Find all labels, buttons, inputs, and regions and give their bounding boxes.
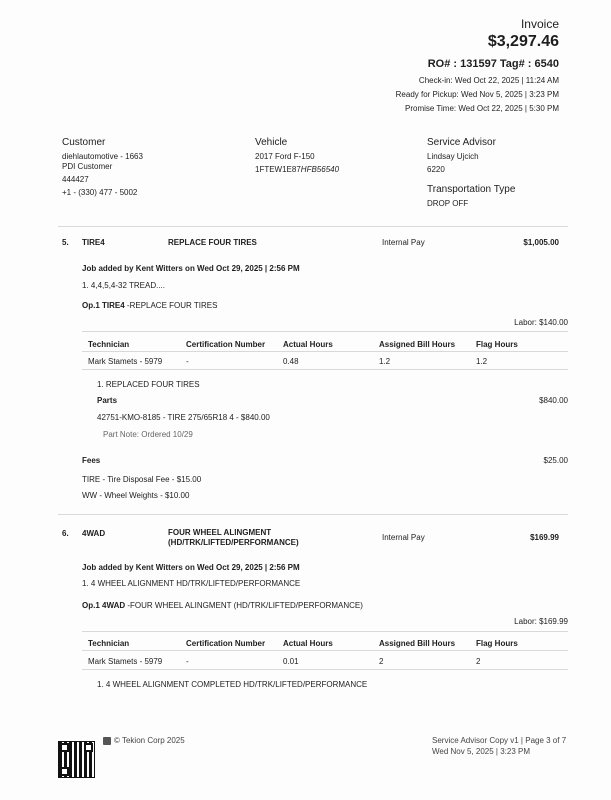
tekion-logo-icon xyxy=(103,737,111,745)
transport-type: DROP OFF xyxy=(427,199,469,208)
divider xyxy=(82,369,568,370)
job6-op-desc: -FOUR WHEEL ALINGMENT (HD/TRK/LIFTED/PERFORMANCE) xyxy=(125,601,363,610)
advisor-name: Lindsay Ujcich xyxy=(427,152,479,161)
divider xyxy=(82,631,568,632)
tech-bill-hours: 2 xyxy=(379,657,384,666)
tech-flag-hours: 2 xyxy=(476,657,481,666)
tech-header-technician: Technician xyxy=(88,340,130,349)
part-note: Part Note: Ordered 10/29 xyxy=(103,430,193,439)
job6-concern: 1. 4 WHEEL ALIGNMENT HD/TRK/LIFTED/PERFORMANCE xyxy=(82,579,301,588)
tech-header-cert: Certification Number xyxy=(186,340,266,349)
vin-suffix: HFB56540 xyxy=(300,165,340,174)
checkin-time: Check-in: Wed Oct 22, 2025 | 11:24 AM xyxy=(418,76,559,85)
job6-operation xyxy=(82,601,363,610)
fee-line: WW - Wheel Weights - $10.00 xyxy=(82,491,190,500)
vehicle-vin xyxy=(255,165,339,174)
divider xyxy=(82,650,568,651)
tech-header-cert: Certification Number xyxy=(186,639,266,648)
tech-header-technician: Technician xyxy=(88,639,130,648)
job6-added-by: Job added by Kent Witters on Wed Oct 29, 2025 | 2:56 PM xyxy=(82,563,300,572)
divider xyxy=(82,351,568,352)
part-line: 42751-KMO-8185 - TIRE 275/65R18 4 - $840.00 xyxy=(97,413,270,422)
divider xyxy=(58,226,568,227)
customer-heading: Customer xyxy=(62,137,106,148)
job5-op-desc: -REPLACE FOUR TIRES xyxy=(124,301,218,310)
fee-line: TIRE - Tire Disposal Fee - $15.00 xyxy=(82,475,202,484)
job5-pay-type: Internal Pay xyxy=(382,238,425,247)
vehicle-model: 2017 Ford F-150 xyxy=(255,152,315,161)
job5-code: TIRE4 xyxy=(82,238,105,247)
transport-heading: Transportation Type xyxy=(427,184,516,195)
parts-total: $840.00 xyxy=(539,396,568,405)
tech-name: Mark Stamets - 5979 xyxy=(88,657,163,666)
tech-header-flag: Flag Hours xyxy=(476,639,518,648)
tech-flag-hours: 1.2 xyxy=(476,357,488,366)
tech-header-actual: Actual Hours xyxy=(283,340,333,349)
divider xyxy=(58,514,568,515)
invoice-total: $3,297.46 xyxy=(487,33,559,50)
job5-description: REPLACE FOUR TIRES xyxy=(168,238,257,247)
job5-concern: 1. 4,4,5,4-32 TREAD.... xyxy=(82,281,166,290)
qr-finder xyxy=(84,743,93,752)
vin-prefix: 1FTEW1E87 xyxy=(255,165,301,174)
job5-number: 5. xyxy=(62,238,69,247)
tech-cert: - xyxy=(186,357,189,366)
qr-finder xyxy=(60,743,69,752)
copy-page-info: Service Advisor Copy v1 | Page 3 of 7 xyxy=(432,736,567,745)
tech-header-actual: Actual Hours xyxy=(283,639,333,648)
tech-header-flag: Flag Hours xyxy=(476,340,518,349)
invoice-title: Invoice xyxy=(520,17,559,31)
tech-actual-hours: 0.48 xyxy=(283,357,299,366)
vehicle-heading: Vehicle xyxy=(255,137,288,148)
tech-actual-hours: 0.01 xyxy=(283,657,299,666)
tech-name: Mark Stamets - 5979 xyxy=(88,357,163,366)
divider xyxy=(82,331,568,332)
tech-cert: - xyxy=(186,657,189,666)
advisor-id: 6220 xyxy=(427,165,445,174)
customer-phone: +1 - (330) 477 - 5002 xyxy=(62,188,138,197)
job5-op-code: Op.1 TIRE4 xyxy=(82,301,125,310)
tech-bill-hours: 1.2 xyxy=(379,357,391,366)
divider xyxy=(82,669,568,670)
tech-header-assigned: Assigned Bill Hours xyxy=(379,639,456,648)
parts-heading: Parts xyxy=(97,396,118,405)
qr-code xyxy=(58,741,95,778)
job5-operation xyxy=(82,301,217,310)
job6-op-code: Op.1 4WAD xyxy=(82,601,126,610)
job5-amount: $1,005.00 xyxy=(523,238,559,247)
job6-description-line2: (HD/TRK/LIFTED/PERFORMANCE) xyxy=(168,538,299,547)
customer-account: diehlautomotive - 1663 xyxy=(62,152,143,161)
customer-type: PDI Customer xyxy=(62,162,113,171)
advisor-heading: Service Advisor xyxy=(427,137,496,148)
ro-tag-number: RO# : 131597 Tag# : 6540 xyxy=(427,58,559,70)
fees-total: $25.00 xyxy=(543,456,568,465)
job6-correction: 1. 4 WHEEL ALIGNMENT COMPLETED HD/TRK/LIFTED/PERFORMANCE xyxy=(97,680,368,689)
customer-number: 444427 xyxy=(62,175,89,184)
fees-heading: Fees xyxy=(82,456,101,465)
ready-for-pickup-time: Ready for Pickup: Wed Nov 5, 2025 | 3:23 PM xyxy=(395,90,559,99)
print-time: Wed Nov 5, 2025 | 3:23 PM xyxy=(432,747,530,756)
copyright: © Tekion Corp 2025 xyxy=(114,736,185,745)
job6-pay-type: Internal Pay xyxy=(382,533,425,542)
job5-added-by: Job added by Kent Witters on Wed Oct 29, 2025 | 2:56 PM xyxy=(82,264,300,273)
qr-finder xyxy=(60,767,69,776)
job6-number: 6. xyxy=(62,529,69,538)
job6-description-line1: FOUR WHEEL ALINGMENT xyxy=(168,528,272,537)
job6-labor: Labor: $169.99 xyxy=(514,617,568,626)
job5-labor: Labor: $140.00 xyxy=(514,318,568,327)
job5-correction: 1. REPLACED FOUR TIRES xyxy=(97,380,200,389)
promise-time: Promise Time: Wed Oct 22, 2025 | 5:30 PM xyxy=(405,104,559,113)
job6-code: 4WAD xyxy=(82,529,106,538)
tech-header-assigned: Assigned Bill Hours xyxy=(379,340,456,349)
job6-amount: $169.99 xyxy=(530,533,559,542)
